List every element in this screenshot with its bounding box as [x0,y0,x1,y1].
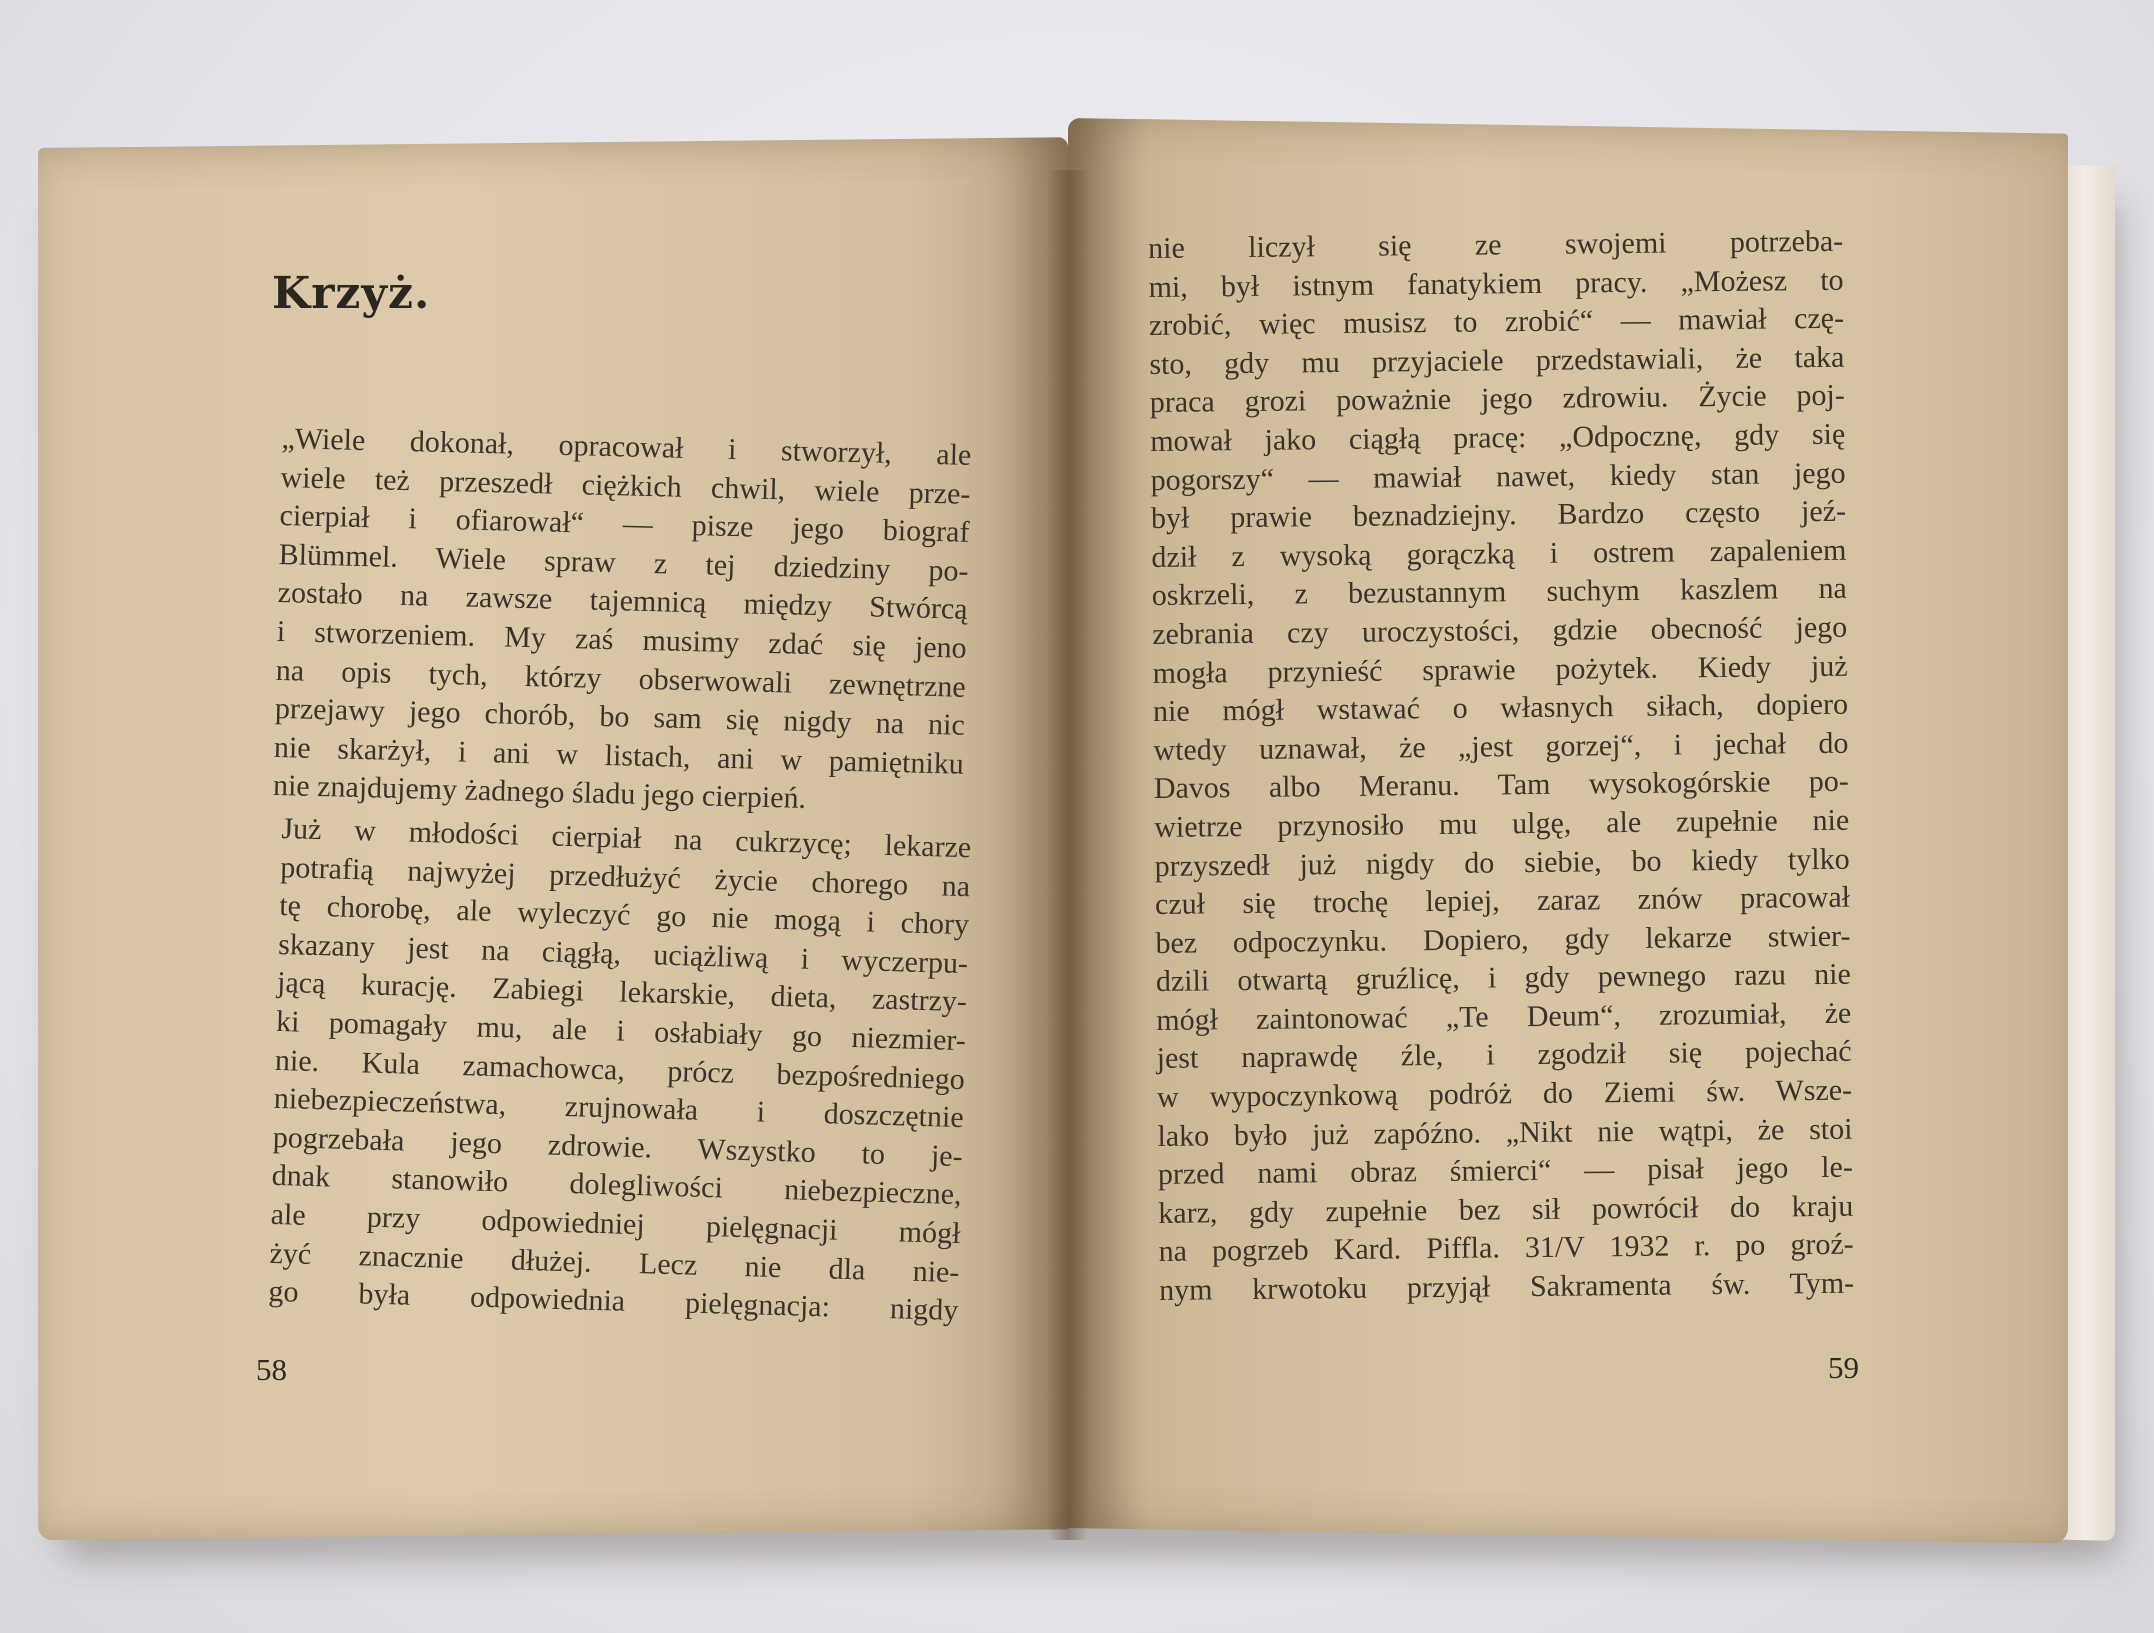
right-page-text [1148,223,1854,1311]
text-line: Już w młodości cierpiał na cukrzycę; lekarze [281,811,972,865]
text-line: wiele też przeszedł ciężkich chwil, wiele prze- [280,460,971,511]
left-paragraph-1 [273,420,972,823]
text-line: dnak stanowiło dolegliwości niebezpieczne, [271,1159,962,1212]
text-line: na opis tych, którzy obserwowali zewnętrzne [275,653,967,704]
text-line: przed nami obraz śmierci“ — pisał jego le- [1157,1150,1854,1192]
text-line: wtedy uznawał, że „jest gorzej“, i jechał do [1153,726,1849,767]
text-line: pogorszy“ — mawiał nawet, kiedy stan jego [1150,456,1846,497]
text-line: jącą kurację. Zabiegi lekarskie, dieta, zastrzy- [276,966,968,1019]
text-line: dzili otwartą gruźlicę, i gdy pewnego razu nie [1155,957,1852,999]
text-line: zrobić, więc musisz to zrobić“ — mawiał czę- [1148,301,1845,343]
text-line: lako było już zapóźno. „Nikt nie wątpi, że stoi [1157,1112,1853,1153]
text-line: bez odpoczynku. Dopiero, gdy lekarze stwier- [1155,919,1851,960]
left-paragraph-2 [268,810,972,1331]
page-number-right: 59 [1828,1350,1859,1385]
text-line: wietrze przynosiło mu ulgę, ale zupełnie nie [1154,803,1850,844]
text-line: mógł zaintonować „Te Deum“, zrozumiał, że [1156,996,1852,1037]
text-line: Blümmel. Wiele spraw z tej dziedziny po- [278,537,969,588]
text-line: karz, gdy zupełnie bez sił powrócił do kraju [1158,1189,1854,1230]
text-line: mował jako ciągłą pracę: „Odpocznę, gdy się [1150,417,1846,458]
text-line: ki pomagały mu, ale i osłabiały go niezmier- [275,1004,967,1058]
text-line: skazany jest na ciągłą, uciążliwą i wyczerpu- [277,927,969,980]
text-line: przyszedł już nigdy do siebie, bo kiedy tylko [1154,842,1850,883]
text-line: na pogrzeb Kard. Piffla. 31/V 1932 r. po groź- [1158,1228,1854,1269]
text-line: w wypoczynkową podróż do Ziemi św. Wsze- [1156,1073,1853,1115]
text-line: cierpiał i ofiarował“ — pisze jego biograf [279,499,970,550]
text-line: pogrzebała jego zdrowie. Wszystko to je- [272,1120,964,1173]
text-line: praca grozi poważnie jego zdrowiu. Życie poj- [1149,379,1845,420]
text-line: żyć znacznie dłużej. Lecz nie dla nie- [269,1236,960,1289]
text-line: nie liczył się ze swojemi potrzeba- [1148,224,1844,265]
text-line: czuł się trochę lepiej, zaraz znów pracował [1154,880,1851,922]
text-line: mi, był istnym fanatykiem pracy. „Możesz to [1148,263,1844,304]
text-line: Davos albo Meranu. Tam wysokogórskie po- [1153,765,1849,806]
text-line: i stworzeniem. My zaś musimy zdać się jeno [276,614,968,665]
text-line: potrafią najwyżej przedłużyć życie chorego na [279,850,971,903]
text-line: nie mógł wstawać o własnych siłach, dopiero [1152,687,1849,729]
text-line: zostało na zawsze tajemnicą między Stwórcą [277,576,968,627]
text-line: nie. Kula zamachowca, prócz bezpośredniego [274,1043,966,1096]
text-line: tę chorobę, ale wyleczyć go nie mogą i chory [278,889,970,942]
text-line: go była odpowiednia pielęgnacja: nigdy [268,1274,959,1328]
text-line: nym krwotoku przyjął Sakramenta św. Tym- [1158,1266,1855,1307]
text-line: niebezpieczeństwa, zrujnowała i doszczętnie [273,1082,965,1135]
text-line: jest naprawdę źle, i zgodził się pojechać [1156,1035,1852,1076]
text-line: mogła przynieść sprawie pożytek. Kiedy już [1152,649,1848,690]
text-line: przejawy jego chorób, bo sam się nigdy na nic [274,692,966,742]
text-line: „Wiele dokonał, opracował i stworzył, ale [281,421,972,472]
text-line: nie skarżył, i ani w listach, ani w pamiętniku [273,730,965,781]
text-line: był prawie beznadziejny. Bardzo często jeź- [1150,494,1847,536]
text-line: zebrania czy uroczystości, gdzie obecność jego [1152,610,1848,651]
text-line: oskrzeli, z bezustannym suchym kaszlem na [1151,572,1847,613]
text-line: dził z wysoką gorączką i ostrem zapaleniem [1151,533,1847,574]
chapter-heading: Krzyż. [272,268,431,319]
text-line: sto, gdy mu przyjaciele przedstawiali, że taka [1149,340,1845,381]
page-number-left: 58 [256,1352,287,1387]
book-gutter [1048,170,1088,1540]
text-line: nie znajdujemy żadnego śladu jego cierpień. [272,769,807,816]
text-line: ale przy odpowiedniej pielęgnacji mógł [270,1197,961,1251]
